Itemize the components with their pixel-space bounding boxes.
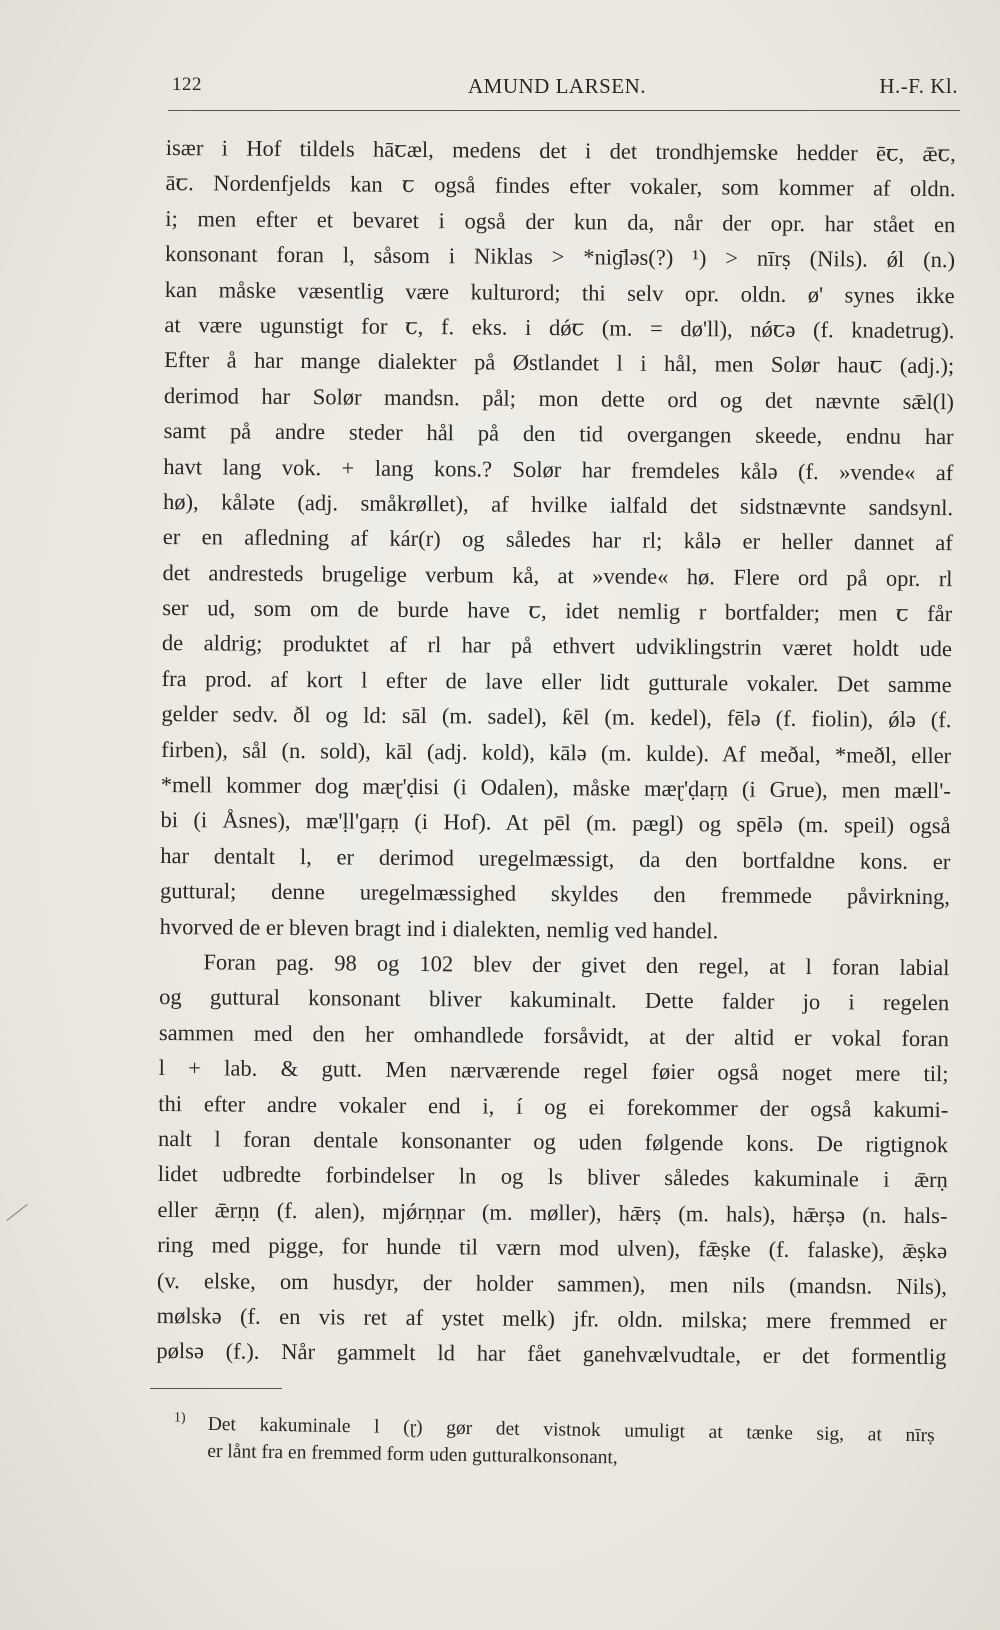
body-text: [156, 130, 956, 1375]
text-line: thi efter andre vokaler end i, í og ei forekommer der også kakumi-: [158, 1090, 949, 1122]
text-line: gelder sedv. ðl og ld: sāl (m. sadel), ƙēl (m. kedel), fēlə (f. fiolin), ǿlə (f.: [161, 701, 952, 733]
text-line: er en afledning af kár(r) og således har rl; kålə er heller dannet af: [162, 524, 953, 556]
text-line: samt på andre steder hål på den tid overgangen skeede, endnu har: [163, 418, 954, 450]
text-line: har dentalt l, er derimod uregelmæssigt, da den bortfaldne kons. er: [160, 842, 951, 874]
running-header: [168, 74, 958, 108]
text-line: især i Hof tildels hāꞇæl, medens det i det trondhjemske hedder ēꞇ, ǣꞇ,: [165, 134, 956, 167]
text-line: l + lab. & gutt. Men nærværende regel føier også noget mere til;: [158, 1055, 949, 1087]
footnote: [149, 1410, 935, 1476]
text-line: de aldrig; produktet af rl har på ethvert udviklingstrin været holdt ude: [161, 630, 953, 662]
paragraph-start-line: Foran pag. 98 og 102 blev der givet den regel, at l foran labial: [203, 949, 950, 981]
footnote-line: er lånt fra en fremmed form uden gutturalkonsonant,: [207, 1440, 618, 1469]
text-line: eller ǣrṇṇ (f. alen), mjǿrṇṇar (m. møller), hǣrṣ (m. hals), hǣrṣə (n. hals-: [157, 1196, 948, 1228]
text-line: hø), kålǝte (adj. småkrøllet), af hvilke ialfald det sidstnævnte sandsynl.: [162, 488, 954, 521]
section-label: H.-F. Kl.: [879, 74, 958, 98]
running-title: AMUND LARSEN.: [468, 74, 647, 98]
footnote-line: Det kakuminale l (ɽ) gør det vistnok umuligt at tænke sig, at nīrṣ: [207, 1413, 935, 1447]
text-line: havt lang vok. + lang kons.? Solør har fremdeles kålə (f. »vende« af: [163, 453, 954, 485]
page-number: 122: [172, 74, 202, 95]
text-line: lidet udbredte forbindelser ln og ls bliver således kakuminale i ǣrṇ: [157, 1161, 948, 1193]
text-line: bi (i Åsnes), mæ'ḷl'ɡaṛṇ (i Hof). At pēl (m. pægl) og spēlə (m. speil) også: [160, 807, 951, 839]
text-line: firben), sål (n. sold), kāl (adj. kold), kālə (m. kulde). Af meðal, *meðl, eller: [161, 736, 952, 768]
text-line: det andresteds brugelige verbum kå, at »vende« hø. Flere ord på opr. rl: [162, 559, 953, 591]
text-line: kan måske væsentlig være kulturord; thi selv opr. oldn. ø' synes ikke: [164, 276, 955, 308]
footnote-marker: 1): [173, 1410, 186, 1426]
text-line: hvorved de er bleven bragt ind i dialekten, nemlig ved handel.: [159, 913, 719, 943]
text-line: sammen med den her omhandlede forsåvidt, at der altid er vokal foran: [158, 1019, 949, 1051]
text-line: mølskə (f. en vis ret af ystet melk) jfr. oldn. milska; mere fremmed er: [156, 1302, 947, 1335]
header-rule: [168, 110, 960, 111]
text-line: i; men efter et bevaret i også der kun da, når der opr. har stået en: [165, 205, 956, 237]
text-line: pølsə (f.). Når gammelt ld har fået ganehvælvudtale, er det formentlig: [156, 1338, 947, 1370]
text-line: (v. elske, om husdyr, der holder sammen), men nils (mandsn. Nils),: [156, 1267, 948, 1299]
text-line: derimod har Solør mandsn. pål; mon dette ord og det nævnte sǣl(l): [163, 382, 954, 414]
text-line: āꞇ. Nordenfjelds kan ꞇ også findes efter vokaler, som kommer af oldn.: [165, 170, 956, 202]
text-line: nalt l foran dentale konsonanter og uden følgende kons. De rigtignok: [157, 1125, 949, 1158]
text-line: konsonant foran l, såsom i Niklas > *niɡ̄ləs(?) ¹) > nīrṣ (Nils). ǿl (n.): [164, 241, 956, 273]
text-line: og guttural konsonant bliver kakuminalt. Dette falder jo i regelen: [159, 984, 950, 1016]
text-line: ring med pigge, for hunde til værn mod ulven), fǣṣke (f. falaske), ǣṣkə: [157, 1232, 948, 1264]
footnote-rule: [150, 1388, 282, 1389]
text-line: at være ugunstigt for ꞇ, f. eks. i dǿꞇ (m. = dø'll), nǿꞇə (f. knadetrug).: [164, 311, 955, 344]
text-line: guttural; denne uregelmæssighed skyldes den fremmede påvirkning,: [159, 878, 951, 910]
margin-pencil-mark: [6, 1204, 27, 1221]
text-line: fra prod. af kort l efter de lave eller lidt gutturale vokaler. Det samme: [161, 665, 952, 698]
text-line: Efter å har mange dialekter på Østlandet l i hål, men Solør hauꞇ (adj.);: [164, 347, 955, 379]
text-line: *mell kommer dog mæɽ'ḍisi (i Odalen), måske mæɽ'ḍaṛṇ (i Grue), men mæll'-: [160, 772, 951, 804]
text-line: ser ud, som om de burde have ꞇ, idet nemlig r bortfalder; men ꞇ får: [162, 595, 953, 627]
